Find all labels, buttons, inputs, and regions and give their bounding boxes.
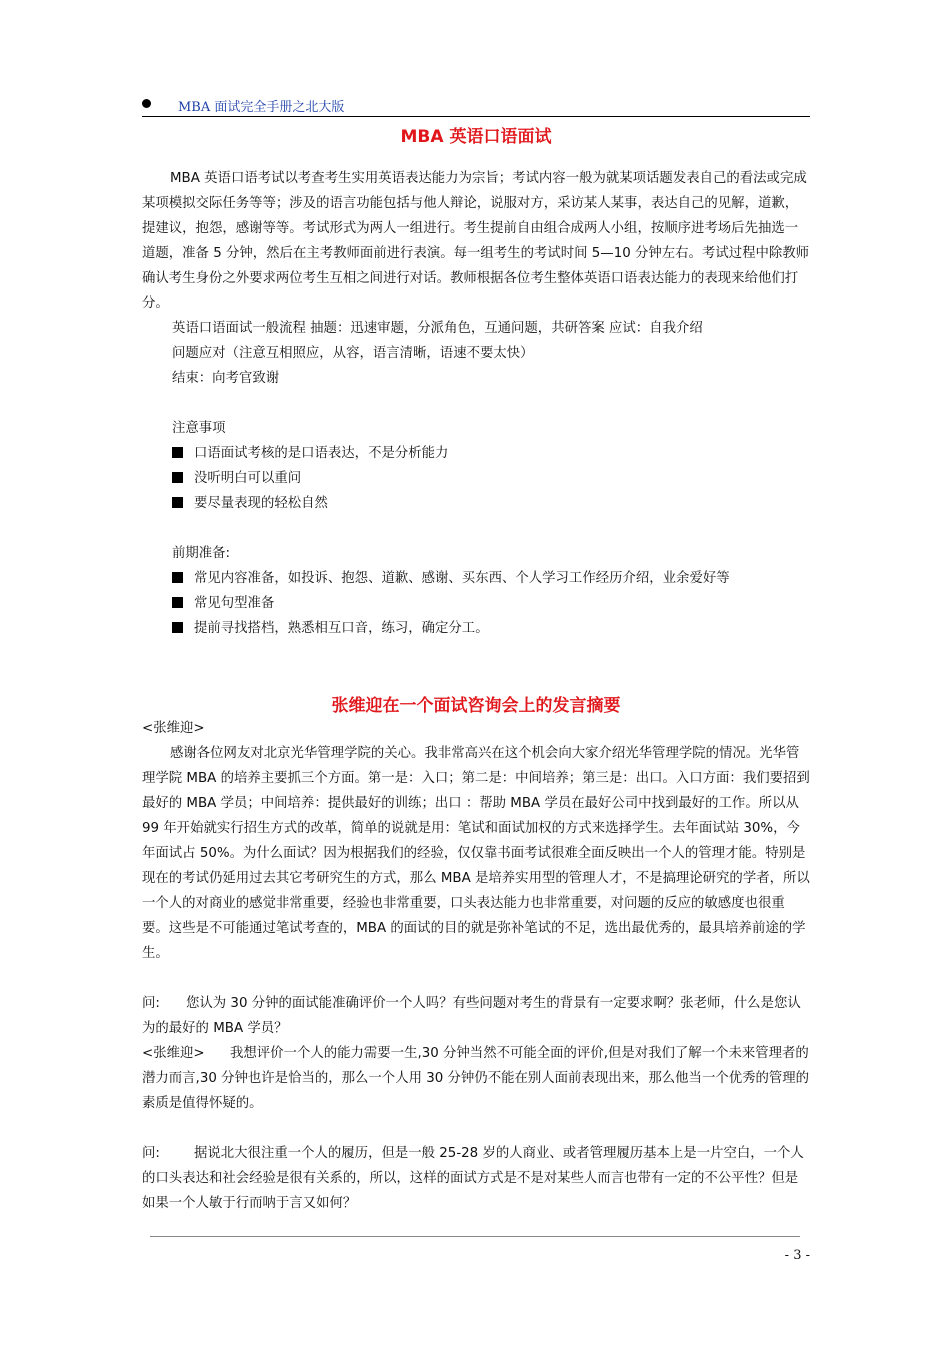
question-label: 问: [142, 996, 160, 1011]
square-bullet-icon [172, 622, 183, 633]
running-header [142, 96, 810, 116]
square-bullet-icon [172, 472, 183, 483]
square-bullet-icon [172, 447, 183, 458]
header-rule [142, 116, 810, 117]
question-2 [142, 1141, 810, 1216]
square-bullet-icon [172, 497, 183, 508]
question-label: 问: [142, 1146, 160, 1161]
section1-intro: MBA 英语口语考试以考查考生实用英语表达能力为宗旨；考试内容一般为就某项话题发表自己的看法或完成某项模拟交际任务等等；涉及的语言功能包括与他人辩论，说服对方，采访某人某事，表达自己的见解，道歉，提建议，抱怨，感谢等等。考试形式为两人一组进行。考生提前自由组合成两人小组，按顺序进考场后先抽选一道题，准备 5 分钟，然后在主考教师面前进行表演。每一组考生的考试时间 5—10 分钟左右。考试过程中除教师确认考生身份之外要求两位考生互相之间进行对话。教师根据各位考生整体英语口语表达能力的表现来给他们打分。 [142, 171, 810, 311]
list-item: 没听明白可以重问 [172, 466, 301, 491]
speech-paragraph: 感谢各位网友对北京光华管理学院的关心。我非常高兴在这个机会向大家介绍光华管理学院的情况。光华管理学院 MBA 的培养主要抓三个方面。第一是：入口；第二是：中间培养；第三是：出口。入口方面：我们要招到最好的 MBA 学员；中间培养：提供最好的训练；出口 ：帮助 MBA 学员在最好公司中找到最好的工作。所以从 99 年开始就实行招生方式的改革，简单的说就是用：笔试和面试加权的方式来选择学生。去年面试站 30%，今年面试占 50%。为什么面试？因为根据我们的经验，仅仅靠书面考试很难全面反映出一个人的管理才能。特别是现在的考试仍延用过去其它考研究生的方式，那么 MBA 是培养实用型的管理人才，不是搞理论研究的学者，所以一个人的对商业的感觉非常重要，经验也非常重要，口头表达能力也非常重要，对问题的反应的敏感度也很重要。这些是不可能通过笔试考查的，MBA 的面试的目的就是弥补笔试的不足，选出最优秀的，最具培养前途的学生。 [142, 746, 810, 961]
flow-line-1: 英语口语面试一般流程 抽题：迅速审题，分派角色，互通问题，共研答案 应试：自我介绍 [172, 321, 703, 336]
list-item: 常见内容准备，如投诉、抱怨、道歉、感谢、买东西、个人学习工作经历介绍，业余爱好等 [172, 566, 730, 591]
prep-title: 前期准备: [172, 546, 231, 561]
section2-title: 张维迎在一个面试咨询会上的发言摘要 [331, 696, 621, 716]
answer-label: <张维迎> [142, 1046, 205, 1061]
flow-line-2: 问题应对（注意互相照应，从容，语言清晰，语速不要太快） [172, 346, 534, 361]
header-text: MBA 面试完全手册之北大版 [178, 100, 345, 115]
question-text: 您认为 30 分钟的面试能准确评价一个人吗？有些问题对考生的背景有一定要求啊？张老师，什么是您认为的最好的 MBA 学员？ [142, 996, 801, 1036]
question-1 [142, 991, 810, 1041]
answer-1 [142, 1041, 810, 1116]
list-item: 常见句型准备 [172, 591, 274, 616]
question-text: 据说北大很注重一个人的履历，但是一般 25-28 岁的人商业、或者管理履历基本上是一片空白，一个人的口头表达和社会经验是很有关系的，所以，这样的面试方式是不是对某些人而言也带有一定的不公平性？但是如果一个人敏于行而呐于言又如何？ [142, 1146, 804, 1211]
list-item: 提前寻找搭档，熟悉相互口音，练习，确定分工。 [172, 616, 489, 641]
square-bullet-icon [172, 572, 183, 583]
section1-title: MBA 英语口语面试 [400, 127, 552, 147]
flow-line-3: 结束：向考官致谢 [172, 371, 280, 386]
list-item: 要尽量表现的轻松自然 [172, 491, 328, 516]
list-item: 口语面试考核的是口语表达，不是分析能力 [172, 441, 448, 466]
footer-rule [150, 1236, 800, 1237]
bullet-dot-icon [142, 99, 151, 108]
page-number: - 3 - [784, 1248, 810, 1263]
speaker-tag: <张维迎> [142, 721, 205, 736]
square-bullet-icon [172, 597, 183, 608]
answer-text: 我想评价一个人的能力需要一生,30 分钟当然不可能全面的评价,但是对我们了解一个未来管理者的潜力而言,30 分钟也许是恰当的，那么一个人用 30 分钟仍不能在别人面前表现出来，那么他当一个优秀的管理的素质是值得怀疑的。 [142, 1046, 810, 1111]
notes-title: 注意事项 [172, 421, 226, 436]
